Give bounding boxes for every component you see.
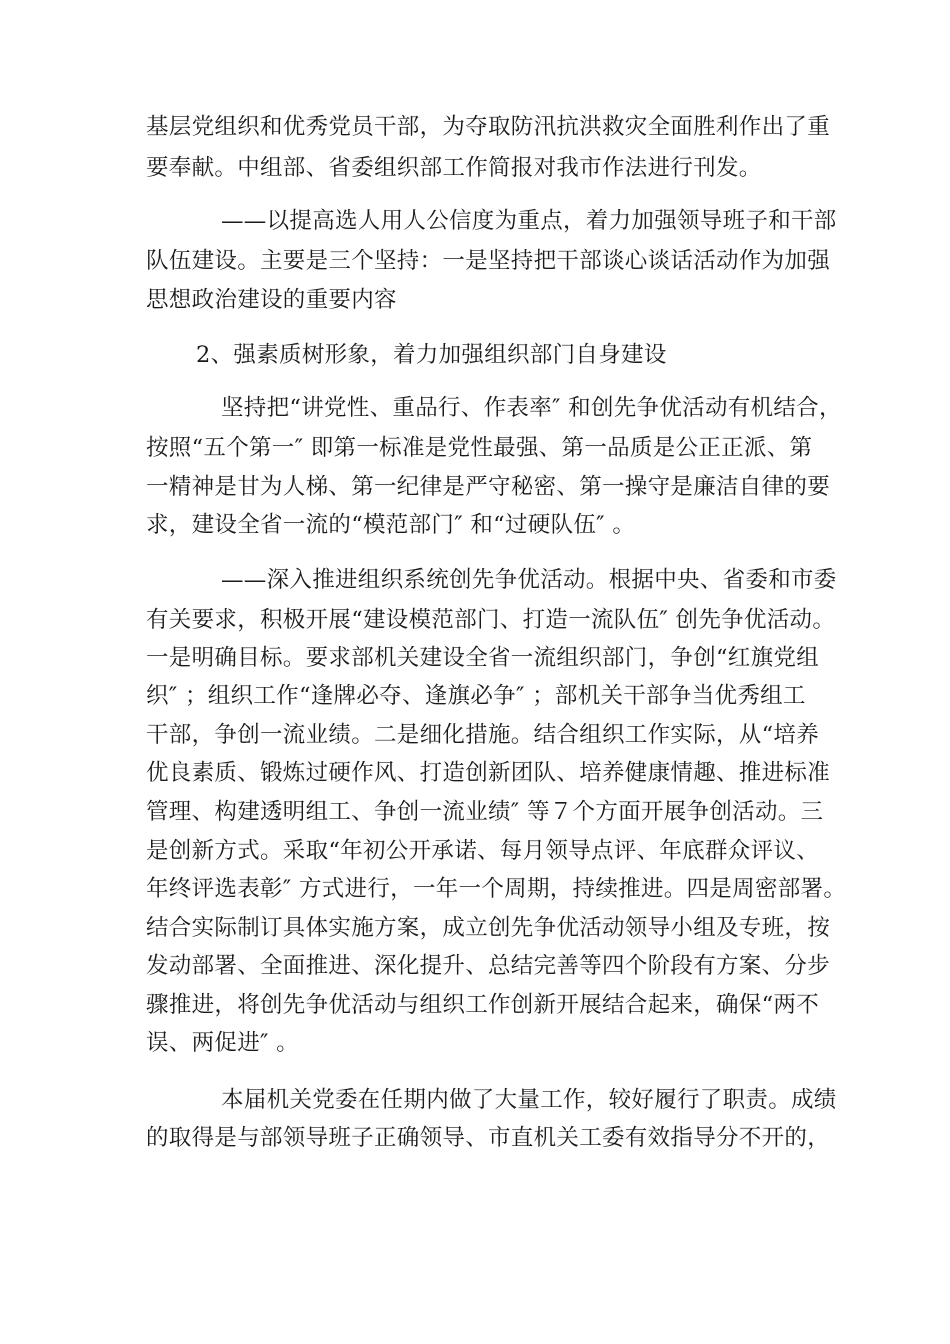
p3-line-4: 求，建设全省一流的“模范部门″ 和“过硬队伍″ 。 [146, 512, 636, 538]
p4-line-13: 误、两促进″ 。 [146, 1030, 299, 1056]
p5-line-1: 本届机关党委在任期内做了大量工作，较好履行了职责。成绩 [221, 1087, 837, 1113]
p4-line-9: 年终评选表彰″ 方式进行，一年一个周期，持续推进。四是周密部署。 [146, 876, 847, 902]
p4-line-3: 一是明确目标。要求部机关建设全省一流组织部门，争创“红旗党组 [146, 645, 820, 671]
p3-line-3: 一精神是甘为人梯、第一纪律是严守秘密、第一操守是廉洁自律的要 [146, 474, 831, 500]
p3-line-1: 坚持把“讲党性、重品行、作表率″ 和创先争优活动有机结合， [221, 395, 842, 421]
p4-line-4: 织″ ；组织工作“逢牌必夺、逢旗必争″ ；部机关干部争当优秀组工 [146, 683, 806, 709]
p4-line-5: 干部，争创一流业绩。二是细化措施。结合组织工作实际，从“培养 [146, 722, 820, 748]
p3-line-2: 按照“五个第一″ 即第一标准是党性最强、第一品质是公正正派、第 [146, 435, 813, 461]
p1-line-1: 基层党组织和优秀党员干部，为夺取防汛抗洪救灾全面胜利作出了重 [146, 114, 831, 140]
p2-line-2: 队伍建设。主要是三个坚持：一是坚持把干部谈心谈话活动作为加强 [146, 248, 831, 274]
p2-line-3: 思想政治建设的重要内容 [146, 287, 397, 313]
p4-line-10: 结合实际制订具体实施方案，成立创先争优活动领导小组及专班，按 [146, 915, 831, 941]
p4-line-6: 优良素质、锻炼过硬作风、打造创新团队、培养健康情趣、推进标准 [146, 760, 831, 786]
p2-line-1: ——以提高选人用人公信度为重点，着力加强领导班子和干部 [221, 208, 837, 234]
section-heading: 2、强素质树形象，着力加强组织部门自身建设 [196, 342, 667, 368]
p5-line-2: 的取得是与部领导班子正确领导、市直机关工委有效指导分不开的， [146, 1125, 831, 1151]
p4-line-12: 骤推进，将创先争优活动与组织工作创新开展结合起来，确保“两不 [146, 992, 820, 1018]
p4-line-8: 是创新方式。采取“年初公开承诺、每月领导点评、年底群众评议、 [146, 838, 820, 864]
p4-line-1: ——深入推进组织系统创先争优活动。根据中央、省委和市委 [221, 567, 837, 593]
p4-line-7: 管理、构建透明组工、争创一流业绩″ 等７个方面开展争创活动。三 [146, 799, 824, 825]
p1-line-2: 要奉献。中组部、省委组织部工作简报对我市作法进行刊发。 [146, 155, 762, 181]
p4-line-11: 发动部署、全面推进、深化提升、总结完善等四个阶段有方案、分步 [146, 953, 831, 979]
p4-line-2: 有关要求，积极开展“建设模范部门、打造一流队伍″ 创先争优活动。 [146, 607, 836, 633]
